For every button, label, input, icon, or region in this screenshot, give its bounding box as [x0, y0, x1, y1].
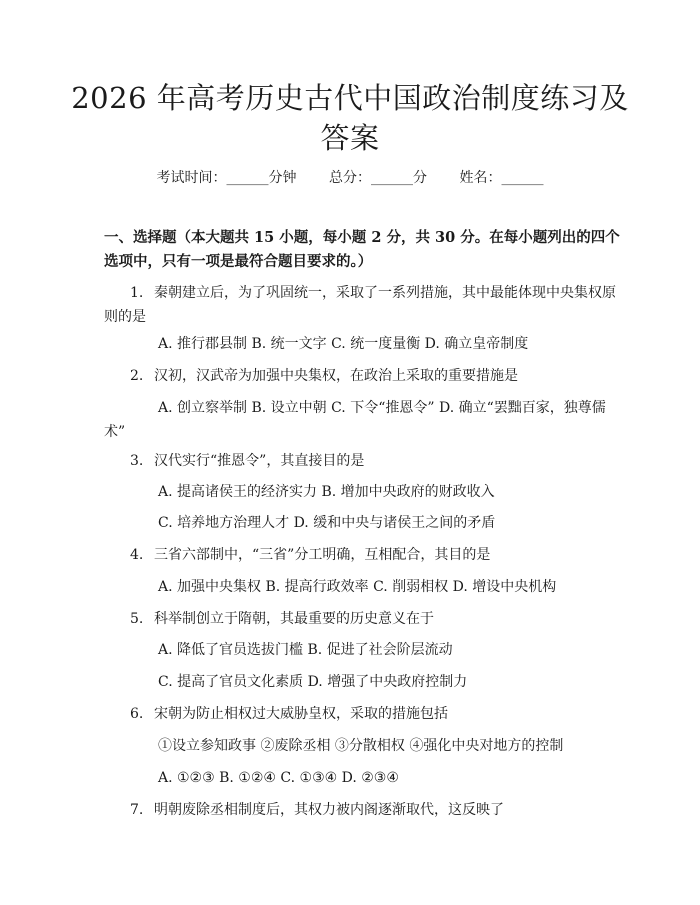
question-7: [104, 798, 624, 822]
question-1-options: A. 推行郡县制 B. 统一文字 C. 统一度量衡 D. 确立皇帝制度: [158, 336, 529, 352]
question-number: 2.: [130, 368, 144, 384]
question-stem: 汉代实行“推恩令”，其直接目的是: [154, 453, 365, 469]
question-4-options: A. 加强中央集权 B. 提高行政效率 C. 削弱相权 D. 增设中央机构: [158, 579, 557, 595]
question-3: [104, 449, 624, 473]
question-stem: 三省六部制中，“三省”分工明确，互相配合，其目的是: [154, 547, 491, 563]
document-title: 2026 年高考历史古代中国政治制度练习及答案: [71, 81, 629, 155]
question-5-options-ab: A. 降低了官员选拔门槛 B. 促进了社会阶层流动: [158, 642, 453, 658]
question-5: [104, 607, 624, 631]
question-number: 7.: [130, 802, 144, 818]
question-4: [104, 543, 624, 567]
question-3-options-cd: C. 培养地方治理人才 D. 缓和中央与诸侯王之间的矛盾: [158, 515, 496, 531]
question-1: [104, 281, 624, 329]
question-number: 4.: [130, 547, 144, 563]
question-number: 3.: [130, 453, 144, 469]
question-2: [104, 364, 624, 388]
question-2-options: A. 创立察举制 B. 设立中朝 C. 下令“推恩令” D. 确立“罢黜百家，独尊儒术”: [104, 400, 606, 440]
question-stem: 宋朝为防止相权过大威胁皇权，采取的措施包括: [154, 706, 448, 722]
total-score-field: 总分：______分: [329, 170, 427, 186]
exam-time-field: 考试时间：______分钟: [156, 170, 297, 186]
question-3-options-ab: A. 提高诸侯王的经济实力 B. 增加中央政府的财政收入: [158, 484, 495, 500]
question-6: [104, 702, 624, 726]
question-number: 5.: [130, 611, 144, 627]
student-name-field: 姓名：______: [459, 170, 544, 186]
section-heading: 一、选择题（本大题共 15 小题，每小题 2 分，共 30 分。在每小题列出的四个选项中，只有一项是最符合题目要求的。）: [104, 229, 620, 270]
question-6-statements: ①设立参知政事 ②废除丞相 ③分散相权 ④强化中央对地方的控制: [158, 738, 564, 754]
question-number: 1.: [130, 285, 144, 301]
exam-info-line: [0, 168, 700, 188]
question-stem: 汉初，汉武帝为加强中央集权，在政治上采取的重要措施是: [154, 368, 518, 384]
question-stem: 秦朝建立后，为了巩固统一，采取了一系列措施，其中最能体现中央集权原则的是: [104, 285, 616, 325]
question-5-options-cd: C. 提高了官员文化素质 D. 增强了中央政府控制力: [158, 674, 468, 690]
question-number: 6.: [130, 706, 144, 722]
question-6-options: A. ①②③ B. ①②④ C. ①③④ D. ②③④: [158, 770, 399, 786]
question-stem: 科举制创立于隋朝，其最重要的历史意义在于: [154, 611, 434, 627]
question-stem: 明朝废除丞相制度后，其权力被内阁逐渐取代，这反映了: [154, 802, 504, 818]
